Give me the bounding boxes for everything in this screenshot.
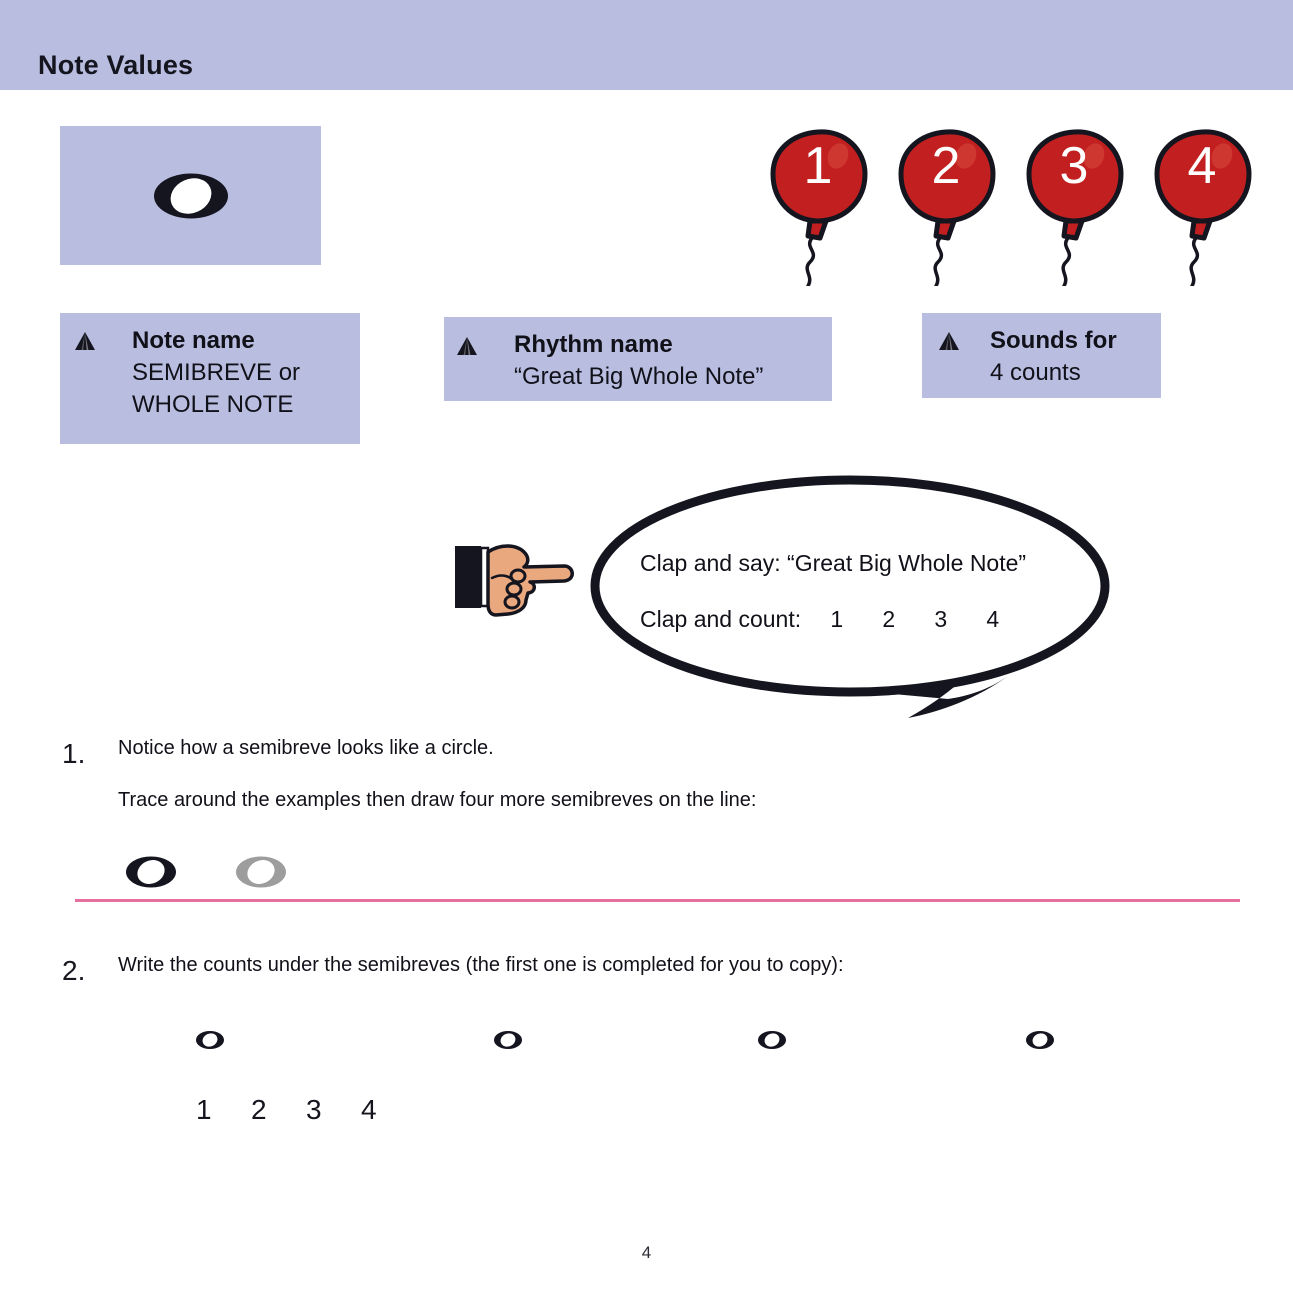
completed-count-1: 1: [196, 1094, 212, 1125]
info-box-rhythm-name-title: Rhythm name: [514, 331, 673, 358]
instruction-callout: [448, 474, 1128, 734]
count-beat-2: 2: [882, 606, 896, 632]
balloon-1-number: 1: [803, 137, 833, 195]
info-box-rhythm-name: [444, 317, 832, 401]
count-beat-1: 1: [830, 606, 844, 632]
page-number: 4: [641, 1243, 652, 1262]
completed-count-3: 3: [306, 1094, 322, 1125]
clap-and-count-label: Clap and count:: [640, 606, 802, 632]
info-box-sounds-for: [922, 313, 1161, 398]
pointing-hand-icon: [452, 536, 580, 627]
count-note-3: [757, 1030, 787, 1055]
task-1-number: 1.: [62, 738, 86, 769]
clap-and-say-line: Clap and say: “Great Big Whole Note”: [640, 550, 1027, 576]
balloon-2-number: 2: [931, 137, 961, 195]
callout-text: [640, 552, 1110, 631]
task-2-line-1: Write the counts under the semibreves (the first one is completed for you to copy):: [118, 954, 844, 976]
completed-count-4: 4: [361, 1094, 377, 1125]
balloon-group: [768, 126, 1268, 286]
count-beat-4: 4: [986, 606, 1000, 632]
info-box-note-name: [60, 313, 360, 444]
trace-practice-row[interactable]: [75, 840, 1240, 902]
page-title: Note Values: [38, 50, 194, 80]
info-box-sounds-for-title: Sounds for: [990, 327, 1117, 354]
info-box-sounds-for-line-1: 4 counts: [990, 358, 1081, 386]
task-1: [62, 738, 962, 810]
triangle-bullet-icon: [456, 336, 478, 356]
task-2-number: 2.: [62, 955, 86, 986]
trace-note-solid: [125, 855, 177, 894]
info-box-note-name-line-1: SEMIBREVE or: [132, 358, 301, 386]
balloon-4: [1152, 126, 1264, 286]
task-1-line-1: Notice how a semibreve looks like a circle.: [118, 737, 494, 759]
count-note-4: [1025, 1030, 1055, 1055]
triangle-bullet-icon: [74, 331, 96, 351]
count-beat-3: 3: [934, 606, 948, 632]
count-note-1: [195, 1030, 225, 1055]
completed-counts: [196, 1094, 416, 1126]
balloon-2: [896, 126, 1008, 286]
note-display-box: [60, 126, 321, 265]
balloon-1: [768, 126, 880, 286]
triangle-bullet-icon: [938, 331, 960, 351]
completed-count-2: 2: [251, 1094, 267, 1125]
count-note-2: [493, 1030, 523, 1055]
task-1-line-2: Trace around the examples then draw four more semibreves on the line:: [118, 789, 757, 811]
semibreve-note-icon: [153, 172, 229, 220]
trace-note-outline: [235, 855, 287, 894]
info-box-note-name-line-2: WHOLE NOTE: [132, 390, 294, 418]
balloon-4-number: 4: [1187, 137, 1217, 195]
balloon-3-number: 3: [1059, 137, 1089, 195]
info-box-note-name-title: Note name: [132, 327, 255, 354]
page-header-bar: [0, 0, 1293, 90]
count-exercise-row[interactable]: [180, 1030, 1080, 1140]
info-box-rhythm-name-line-1: “Great Big Whole Note”: [514, 362, 764, 390]
trace-guide-line: [75, 899, 1240, 902]
task-2: [62, 954, 1062, 986]
clap-and-count-line: [640, 608, 1110, 631]
balloon-3: [1024, 126, 1136, 286]
